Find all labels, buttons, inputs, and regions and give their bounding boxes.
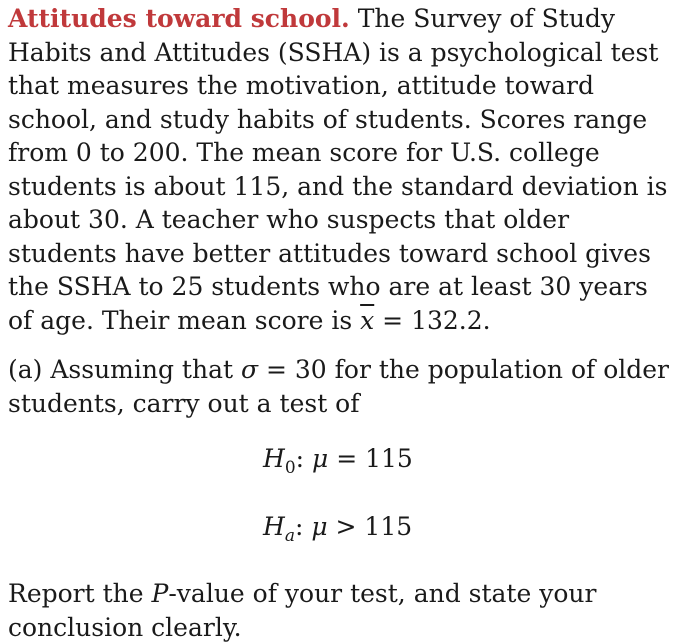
null-relation: = 115 <box>328 444 413 473</box>
part-a-rest: = 30 for the population of older students, carry out a test of <box>8 355 669 418</box>
problem-intro: The Survey of Study Habits and Attitudes (SSHA) is a psychological test that measures the motivation, attitude toward school, and study habits of students. Scores range from 0 to 200. The mean score for U.S. college students is about 115, and the standard deviation is about 30. A teacher who suspects that older students have better attitudes toward school gives the SSHA to 25 students who are at least 30 years of age. Their mean score is <box>8 4 668 335</box>
null-colon: : <box>295 444 313 473</box>
alternative-hypothesis <box>263 510 672 553</box>
null-subscript: 0 <box>284 458 296 478</box>
part-a-paragraph <box>8 353 672 420</box>
null-mu: μ <box>312 444 329 473</box>
null-h-symbol: H <box>263 444 285 473</box>
p-symbol: P <box>151 579 169 608</box>
problem-paragraph <box>8 2 672 337</box>
xbar-symbol: $\overline{x}$ <box>360 305 375 335</box>
alt-relation: > 115 <box>327 512 413 541</box>
alt-colon: : <box>294 512 312 541</box>
report-rest: -value of your test, and state your conclusion clearly. <box>8 579 597 642</box>
alt-h-symbol: H <box>263 512 285 541</box>
alt-mu: μ <box>311 512 328 541</box>
report-lead: Report the <box>8 579 152 608</box>
report-paragraph <box>8 577 672 644</box>
problem-title: Attitudes toward school. <box>8 4 350 33</box>
alt-subscript: a <box>284 526 295 546</box>
null-hypothesis <box>263 442 672 485</box>
problem-page <box>8 2 672 644</box>
mean-value: = 132.2. <box>374 305 491 335</box>
sigma-symbol: σ <box>240 355 259 384</box>
part-a-lead: (a) Assuming that <box>8 355 241 384</box>
